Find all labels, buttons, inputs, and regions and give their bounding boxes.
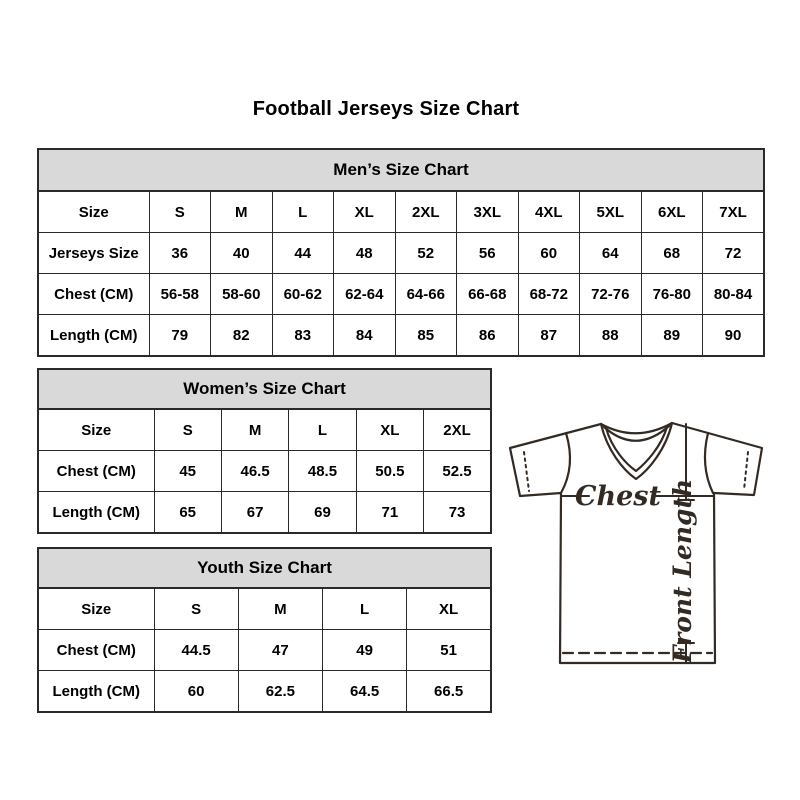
row-label: Chest (CM): [38, 451, 154, 492]
table-row: [38, 492, 491, 534]
size-value-cell: 49: [323, 630, 407, 671]
size-value-cell: 40: [211, 233, 273, 274]
size-value-cell: 73: [424, 492, 491, 534]
size-value-cell: 87: [518, 315, 580, 357]
size-value-cell: 56: [457, 233, 519, 274]
size-value-cell: 2XL: [395, 191, 457, 233]
table-title: Men’s Size Chart: [38, 149, 764, 191]
size-value-cell: 66-68: [457, 274, 519, 315]
size-value-cell: 80-84: [703, 274, 765, 315]
size-value-cell: 58-60: [211, 274, 273, 315]
size-value-cell: 71: [356, 492, 423, 534]
table-row: [38, 315, 764, 357]
size-value-cell: 64-66: [395, 274, 457, 315]
size-value-cell: XL: [356, 409, 423, 451]
row-label: Length (CM): [38, 492, 154, 534]
size-value-cell: 46.5: [221, 451, 288, 492]
jersey-measurement-diagram: [505, 400, 790, 675]
row-label: Jerseys Size: [38, 233, 149, 274]
row-label: Size: [38, 191, 149, 233]
size-value-cell: 64.5: [323, 671, 407, 713]
size-value-cell: XL: [334, 191, 396, 233]
size-value-cell: 69: [289, 492, 356, 534]
size-value-cell: S: [154, 409, 221, 451]
size-value-cell: 86: [457, 315, 519, 357]
size-value-cell: 88: [580, 315, 642, 357]
size-value-cell: S: [149, 191, 211, 233]
left-armhole-seam: [561, 433, 570, 493]
table-header-row: [38, 149, 764, 191]
size-value-cell: 44.5: [154, 630, 238, 671]
size-value-cell: M: [238, 588, 322, 630]
size-value-cell: 6XL: [641, 191, 703, 233]
size-value-cell: 79: [149, 315, 211, 357]
size-value-cell: 68: [641, 233, 703, 274]
size-value-cell: 84: [334, 315, 396, 357]
size-value-cell: 83: [272, 315, 334, 357]
table-row: [38, 451, 491, 492]
right-armhole-seam: [705, 433, 713, 493]
size-value-cell: 48.5: [289, 451, 356, 492]
page-title: Football Jerseys Size Chart: [252, 98, 520, 120]
table-row: [38, 630, 491, 671]
size-value-cell: 36: [149, 233, 211, 274]
size-value-cell: 62-64: [334, 274, 396, 315]
size-value-cell: 62.5: [238, 671, 322, 713]
size-value-cell: 52: [395, 233, 457, 274]
size-value-cell: 52.5: [424, 451, 491, 492]
size-value-cell: 7XL: [703, 191, 765, 233]
size-value-cell: 85: [395, 315, 457, 357]
size-value-cell: 66.5: [407, 671, 491, 713]
size-value-cell: M: [211, 191, 273, 233]
table-header-row: [38, 369, 491, 409]
size-table: [37, 547, 492, 713]
size-value-cell: S: [154, 588, 238, 630]
size-value-cell: 67: [221, 492, 288, 534]
youth-size-table: [37, 547, 492, 713]
table-title: Youth Size Chart: [38, 548, 491, 588]
size-value-cell: 44: [272, 233, 334, 274]
size-value-cell: L: [272, 191, 334, 233]
size-value-cell: 64: [580, 233, 642, 274]
size-value-cell: 51: [407, 630, 491, 671]
table-title: Women’s Size Chart: [38, 369, 491, 409]
table-row: [38, 409, 491, 451]
row-label: Length (CM): [38, 671, 154, 713]
table-row: [38, 191, 764, 233]
size-value-cell: M: [221, 409, 288, 451]
chest-measure-label: Chest: [575, 481, 661, 512]
table-row: [38, 588, 491, 630]
size-value-cell: L: [323, 588, 407, 630]
size-table: [37, 368, 492, 534]
size-value-cell: 82: [211, 315, 273, 357]
size-value-cell: 65: [154, 492, 221, 534]
size-value-cell: 60: [154, 671, 238, 713]
size-value-cell: 47: [238, 630, 322, 671]
row-label: Size: [38, 588, 154, 630]
size-value-cell: 4XL: [518, 191, 580, 233]
size-value-cell: 3XL: [457, 191, 519, 233]
size-value-cell: 50.5: [356, 451, 423, 492]
front-length-measure-label: Front Length: [668, 478, 697, 664]
size-value-cell: 60-62: [272, 274, 334, 315]
size-value-cell: XL: [407, 588, 491, 630]
mens-size-table: [37, 148, 765, 357]
size-value-cell: 60: [518, 233, 580, 274]
jersey-outline: [510, 423, 762, 663]
size-value-cell: 72-76: [580, 274, 642, 315]
womens-size-table: [37, 368, 492, 534]
size-value-cell: 5XL: [580, 191, 642, 233]
table-row: [38, 671, 491, 713]
size-value-cell: 48: [334, 233, 396, 274]
size-value-cell: 56-58: [149, 274, 211, 315]
size-value-cell: 72: [703, 233, 765, 274]
left-cuff-stitch: [524, 452, 529, 491]
row-label: Chest (CM): [38, 274, 149, 315]
size-value-cell: 68-72: [518, 274, 580, 315]
size-value-cell: 90: [703, 315, 765, 357]
size-value-cell: L: [289, 409, 356, 451]
table-header-row: [38, 548, 491, 588]
table-row: [38, 233, 764, 274]
size-value-cell: 45: [154, 451, 221, 492]
size-table: [37, 148, 765, 357]
size-value-cell: 2XL: [424, 409, 491, 451]
size-value-cell: 89: [641, 315, 703, 357]
row-label: Chest (CM): [38, 630, 154, 671]
table-row: [38, 274, 764, 315]
size-value-cell: 76-80: [641, 274, 703, 315]
row-label: Size: [38, 409, 154, 451]
right-cuff-stitch: [744, 452, 748, 490]
row-label: Length (CM): [38, 315, 149, 357]
